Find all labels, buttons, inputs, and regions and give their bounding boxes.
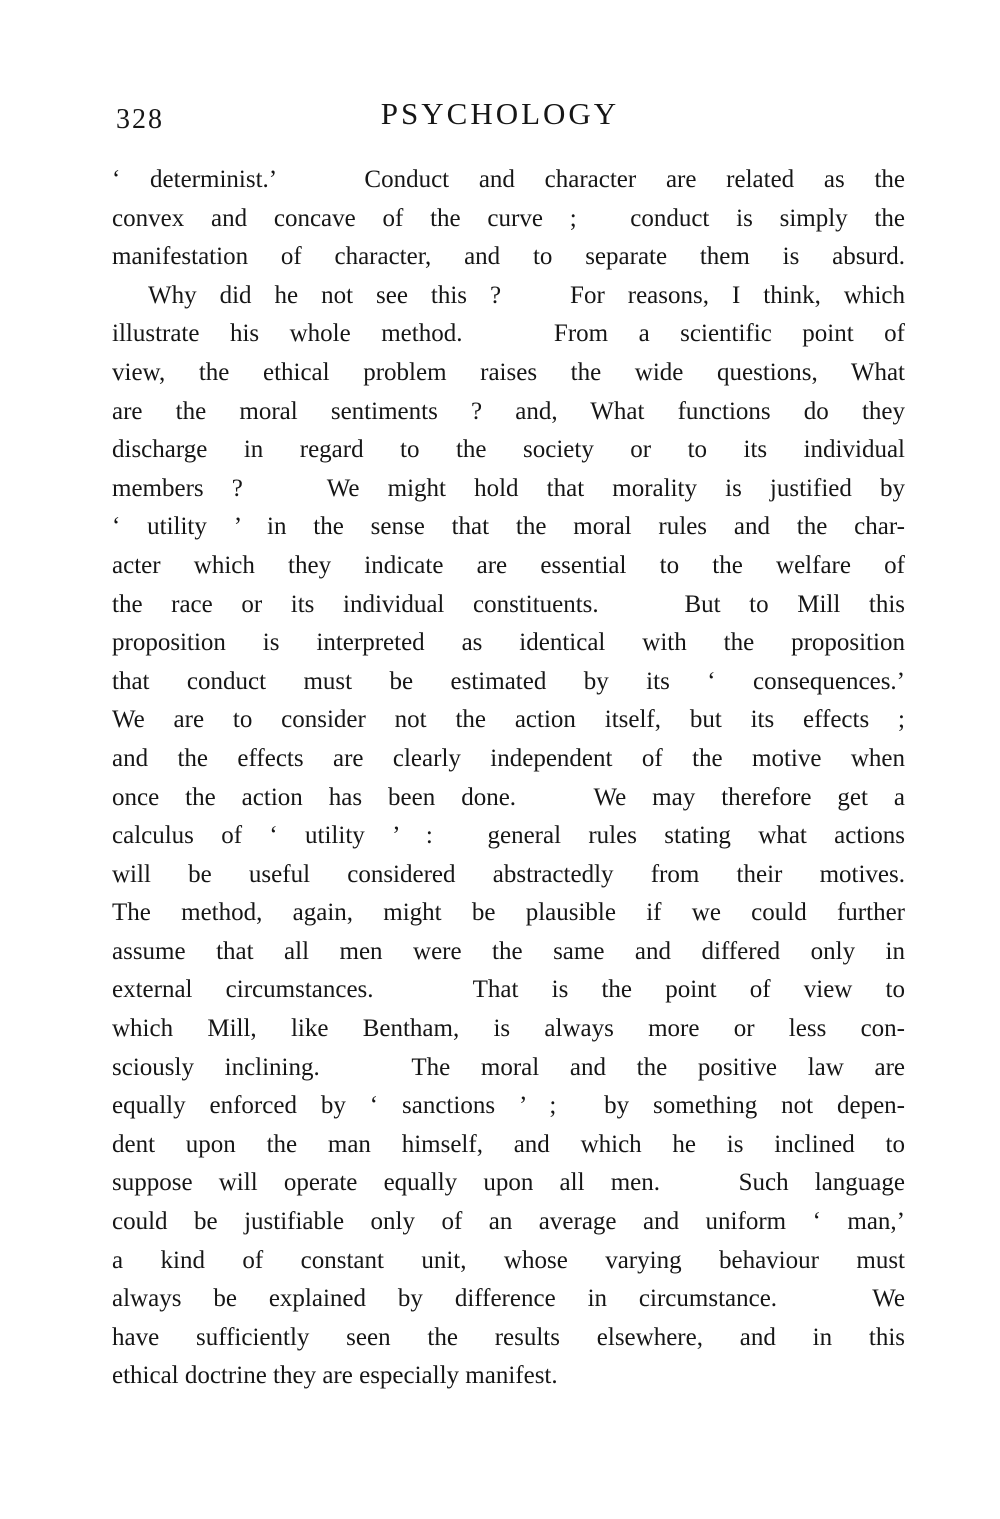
text-line: acter which they indicate are essential to the welfare of [112,551,905,579]
text-line: discharge in regard to the society or to its individual [112,436,905,464]
text-line: The method, again, might be plausible if we could further [112,899,905,927]
text-line: proposition is interpreted as identical with the proposition [112,629,905,657]
text-line: members ? We might hold that morality is justified by [112,474,905,502]
text-line: Why did he not see this ? For reasons, I think, which [148,281,905,309]
text-line: that conduct must be estimated by its ‘ consequences.’ [112,667,905,695]
text-line: view, the ethical problem raises the wide questions, What [112,358,905,386]
text-line: ‘ determinist.’ Conduct and character are related as the [112,166,905,193]
page-number: 328 [116,104,164,135]
text-line: and the effects are clearly independent of the motive when [112,744,905,772]
text-line: illustrate his whole method. From a scientific point of [112,320,905,348]
text-line: have sufficiently seen the results elsewhere, and in this [112,1323,905,1351]
text-line: dent upon the man himself, and which he is inclined to [112,1130,905,1158]
text-line: We are to consider not the action itself, but its effects ; [112,706,905,734]
text-line: could be justifiable only of an average and uniform ‘ man,’ [112,1208,905,1236]
text-line: calculus of ‘ utility ’ : general rules stating what actions [112,822,905,850]
text-line: ‘ utility ’ in the sense that the moral rules and the char- [112,513,905,541]
text-line: the race or its individual constituents. But to Mill this [112,590,905,618]
text-line: ethical doctrine they are especially manifest. [112,1362,558,1390]
page-header [100,96,900,144]
text-line: suppose will operate equally upon all men. Such language [112,1169,905,1197]
text-line: always be explained by difference in circumstance. We [112,1285,905,1313]
text-line: are the moral sentiments ? and, What functions do they [112,397,905,425]
text-line: which Mill, like Bentham, is always more or less con- [112,1015,905,1043]
text-line: convex and concave of the curve ; conduct is simply the [112,204,905,232]
text-line: assume that all men were the same and differed only in [112,937,905,965]
text-line: equally enforced by ‘ sanctions ’ ; by something not depen- [112,1092,905,1120]
text-line: once the action has been done. We may therefore get a [112,783,905,811]
text-line: external circumstances. That is the point of view to [112,976,905,1004]
text-block [112,161,905,1396]
text-line: sciously inclining. The moral and the positive law are [112,1053,905,1081]
text-line: a kind of constant unit, whose varying behaviour must [112,1246,905,1274]
text-line: will be useful considered abstractedly from their motives. [112,860,905,888]
running-head: PSYCHOLOGY [380,96,620,131]
text-line: manifestation of character, and to separate them is absurd. [112,243,905,271]
